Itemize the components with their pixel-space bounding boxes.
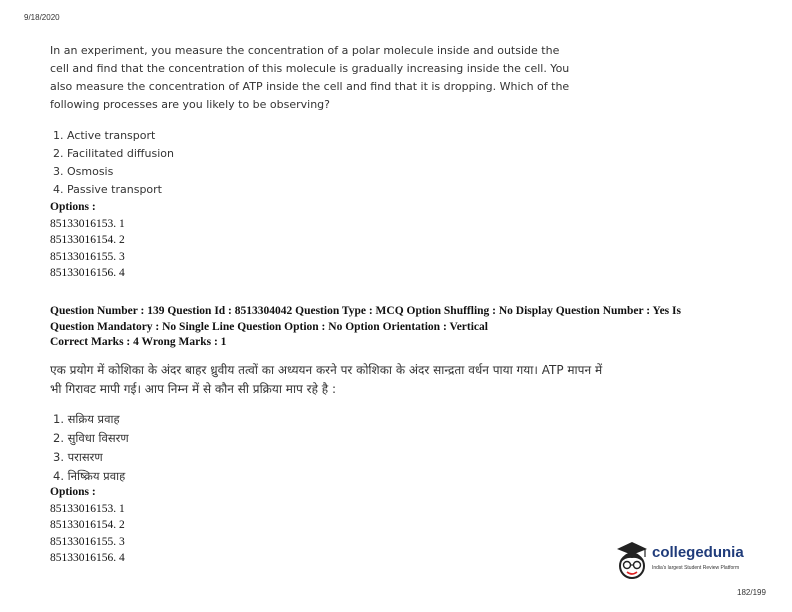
option-id: 85133016154. 2 [50, 519, 125, 531]
metadata-line: Question Mandatory : No Single Line Question Option : No Option Orientation : Vertical [50, 320, 488, 333]
answer-choices-hindi [53, 410, 129, 486]
choice-item: 3. Osmosis [53, 165, 114, 178]
metadata-line: Question Number : 139 Question Id : 8513304042 Question Type : MCQ Option Shuffling : No Display Question Number : Yes Is [50, 305, 681, 317]
question-text-english: In an experiment, you measure the concentration of a polar molecule inside and outside the cell and find that the concentration of this molecule is gradually increasing inside the cell. You also measure the concentration of ATP inside the cell and find that it is dropping. Which of the following processes are you likely to be observing? [50, 44, 570, 111]
choice-item: 4. निष्क्रिय प्रवाह [53, 469, 126, 483]
choice-item: 3. परासरण [53, 450, 103, 464]
choice-item: 1. सक्रिय प्रवाह [53, 412, 120, 426]
option-id: 85133016155. 3 [50, 250, 125, 263]
brand-name: collegedunia [652, 544, 744, 561]
answer-choices-english [53, 127, 174, 199]
choice-item: 2. सुविधा विसरण [53, 431, 129, 445]
print-date: 9/18/2020 [24, 13, 60, 22]
question-metadata [50, 304, 750, 351]
option-id: 85133016153. 1 [50, 217, 125, 230]
options-list-hindi [50, 484, 125, 567]
options-list-english [50, 199, 125, 282]
options-heading: Options : [50, 486, 96, 498]
graduate-face-icon [614, 540, 650, 582]
option-id: 85133016154. 2 [50, 234, 125, 246]
brand-tagline: India's largest Student Review Platform [652, 565, 740, 571]
question-text-hindi: एक प्रयोग में कोशिका के अंदर बाहर ध्रुवीय तत्वों का अध्ययन करने पर कोशिका के अंदर सान्द्रता वर्धन पाया गया। ATP मापन में भी गिरावट मापी गई। आप निम्न में से कौन सी प्रक्रिया माप रहे है : [50, 363, 603, 396]
option-id: 85133016156. 4 [50, 267, 125, 279]
page-number: 182/199 [737, 588, 766, 597]
option-id: 85133016155. 3 [50, 535, 125, 548]
choice-item: 1. Active transport [53, 129, 156, 142]
choice-item: 4. Passive transport [53, 183, 162, 196]
collegedunia-logo [614, 540, 774, 586]
option-id: 85133016153. 1 [50, 502, 125, 515]
metadata-line: Correct Marks : 4 Wrong Marks : 1 [50, 336, 227, 348]
options-heading: Options : [50, 201, 96, 213]
choice-item: 2. Facilitated diffusion [53, 147, 174, 160]
option-id: 85133016156. 4 [50, 552, 125, 564]
